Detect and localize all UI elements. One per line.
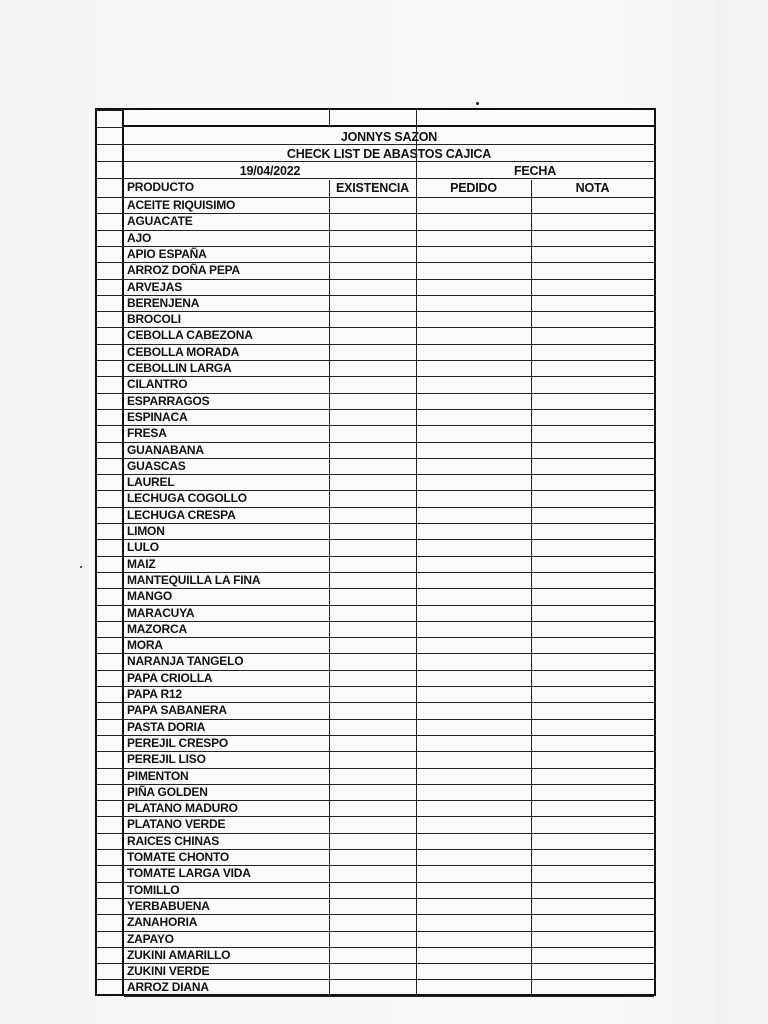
row-number-line (97, 344, 124, 345)
row-number-line (97, 360, 124, 361)
row-divider (124, 719, 654, 720)
product-name: ZUKINI AMARILLO (127, 947, 231, 962)
product-name: APIO ESPAÑA (127, 246, 207, 261)
product-name: ESPARRAGOS (127, 393, 210, 408)
row-divider (124, 865, 654, 866)
row-divider (124, 442, 654, 443)
row-divider (124, 360, 654, 361)
checklist-table (95, 108, 656, 996)
row-number-line (97, 686, 124, 687)
row-divider (124, 914, 654, 915)
row-divider (124, 556, 654, 557)
row-divider (124, 539, 654, 540)
row-divider (124, 751, 654, 752)
row-number-line (97, 507, 124, 508)
product-name: GUASCAS (127, 458, 186, 473)
row-divider (124, 393, 654, 394)
row-divider (124, 963, 654, 964)
row-divider (124, 295, 654, 296)
row-number-line (97, 947, 124, 948)
product-name: NARANJA TANGELO (127, 654, 244, 669)
row-number-line (97, 393, 124, 394)
row-number-line (97, 621, 124, 622)
row-divider (124, 621, 654, 622)
row-number-line (97, 127, 124, 128)
row-divider (124, 262, 654, 263)
row-number-line (97, 213, 124, 214)
product-name: FRESA (127, 426, 167, 441)
row-number-line (97, 653, 124, 654)
product-name: CILANTRO (127, 377, 188, 392)
row-number-line (97, 409, 124, 410)
product-name: ESPINACA (127, 409, 188, 424)
product-name: MARACUYA (127, 605, 195, 620)
row-number-line (97, 800, 124, 801)
product-name: PIÑA GOLDEN (127, 784, 208, 799)
product-name: LULO (127, 540, 159, 555)
date-divider (124, 178, 654, 179)
row-divider (124, 833, 654, 834)
row-number-line (97, 279, 124, 280)
row-divider (124, 996, 654, 997)
product-name: CEBOLLA MORADA (127, 344, 240, 359)
row-divider (124, 898, 654, 899)
row-number-line (97, 539, 124, 540)
row-divider (124, 979, 654, 980)
row-divider (124, 246, 654, 247)
product-name: GUANABANA (127, 442, 204, 457)
row-number-line (97, 327, 124, 328)
row-divider (124, 735, 654, 736)
product-name: ARROZ DOÑA PEPA (127, 263, 241, 278)
company-title: JONNYS SAZON (340, 130, 438, 144)
product-name: PAPA R12 (127, 687, 182, 701)
pedido-column-border (416, 110, 417, 996)
product-name: PAPA SABANERA (127, 703, 227, 718)
row-divider (124, 686, 654, 687)
row-number-line (97, 262, 124, 263)
column-header-divider (124, 197, 654, 198)
row-number-line (97, 311, 124, 312)
row-number-line (97, 833, 124, 834)
checklist-date: 19/04/2022 (239, 164, 301, 178)
row-divider (124, 653, 654, 654)
subtitle-divider (124, 161, 654, 162)
row-number-line (97, 898, 124, 899)
product-name: ZUKINI VERDE (127, 964, 210, 979)
product-name: MAIZ (127, 556, 156, 571)
row-number-line (97, 295, 124, 296)
product-name: MORA (127, 638, 163, 653)
row-number-line (97, 865, 124, 866)
row-divider (124, 849, 654, 850)
row-number-line (97, 197, 124, 198)
row-divider (124, 637, 654, 638)
product-name: MANTEQUILLA LA FINA (127, 572, 261, 587)
row-number-line (97, 784, 124, 785)
product-name: LIMON (127, 524, 165, 538)
product-name: BROCOLI (127, 312, 181, 327)
row-number-line (97, 979, 124, 980)
ink-speck (80, 566, 82, 568)
row-number-line (97, 490, 124, 491)
row-divider (124, 311, 654, 312)
row-number-line (97, 523, 124, 524)
row-divider (124, 376, 654, 377)
row-divider (124, 344, 654, 345)
product-name: ACEITE RIQUISIMO (127, 198, 236, 212)
product-name: MANGO (127, 589, 172, 604)
header-gap-border (329, 110, 330, 127)
row-number-line (97, 931, 124, 932)
row-number-line (97, 751, 124, 752)
row-divider (124, 947, 654, 948)
blank-header-row (124, 110, 654, 127)
product-name: ARROZ DIANA (127, 980, 209, 995)
row-divider (124, 882, 654, 883)
ink-speck (476, 102, 479, 105)
checklist-title: CHECK LIST DE ABASTOS CAJICA (286, 147, 492, 161)
product-name: AJO (127, 230, 152, 245)
row-number-line (97, 178, 124, 179)
product-name: ZANAHORIA (127, 915, 198, 930)
row-number-line (97, 637, 124, 638)
row-divider (124, 931, 654, 932)
row-divider (124, 230, 654, 231)
product-name: ARVEJAS (127, 279, 183, 294)
row-divider (124, 213, 654, 214)
row-number-line (97, 914, 124, 915)
column-header-nota: NOTA (575, 181, 610, 195)
product-name: PIMENTON (127, 768, 189, 783)
product-name: TOMILLO (127, 882, 180, 897)
product-name: TOMATE LARGA VIDA (127, 866, 251, 881)
row-number-line (97, 474, 124, 475)
row-number-line (97, 768, 124, 769)
product-name: AGUACATE (127, 214, 193, 229)
column-header-pedido: PEDIDO (450, 181, 497, 195)
column-header-existencia: EXISTENCIA (335, 181, 409, 195)
row-divider (124, 572, 654, 573)
product-name: PAPA CRIOLLA (127, 670, 213, 685)
row-divider (124, 588, 654, 589)
row-number-line (97, 702, 124, 703)
product-name: PEREJIL CRESPO (127, 735, 229, 750)
product-name: PLATANO MADURO (127, 801, 238, 816)
product-name: LECHUGA COGOLLO (127, 491, 247, 506)
row-divider (124, 279, 654, 280)
product-name: MAZORCA (127, 621, 187, 636)
product-name: ZAPAYO (127, 931, 174, 946)
row-number-line (97, 442, 124, 443)
product-name: PASTA DORIA (127, 719, 206, 734)
row-number-line (97, 605, 124, 606)
row-number-line (97, 572, 124, 573)
row-divider (124, 816, 654, 817)
row-number-line (97, 110, 124, 111)
row-number-line (97, 588, 124, 589)
row-number-line (97, 816, 124, 817)
row-divider (124, 409, 654, 410)
product-name: CEBOLLIN LARGA (127, 361, 232, 375)
row-number-line (97, 849, 124, 850)
row-number-column (97, 110, 124, 994)
column-header-producto: PRODUCTO (127, 180, 194, 194)
row-number-line (97, 458, 124, 459)
row-number-line (97, 144, 124, 145)
row-divider (124, 784, 654, 785)
row-number-line (97, 963, 124, 964)
product-name: YERBABUENA (127, 898, 210, 913)
row-divider (124, 800, 654, 801)
row-number-line (97, 719, 124, 720)
row-divider (124, 458, 654, 459)
row-divider (124, 327, 654, 328)
row-divider (124, 474, 654, 475)
row-number-line (97, 882, 124, 883)
product-name: RAICES CHINAS (127, 833, 220, 848)
row-divider (124, 605, 654, 606)
row-divider (124, 425, 654, 426)
product-name: LECHUGA CRESPA (127, 507, 236, 522)
row-divider (124, 523, 654, 524)
row-number-line (97, 670, 124, 671)
paper-edge (716, 0, 768, 1024)
product-name: CEBOLLA CABEZONA (127, 328, 253, 343)
row-divider (124, 702, 654, 703)
fecha-label: FECHA (513, 164, 557, 178)
row-divider (124, 768, 654, 769)
row-divider (124, 670, 654, 671)
product-name: BERENJENA (127, 295, 200, 310)
row-divider (124, 490, 654, 491)
row-number-line (97, 230, 124, 231)
row-number-line (97, 161, 124, 162)
product-name: PEREJIL LISO (127, 752, 206, 767)
row-number-line (97, 425, 124, 426)
row-number-line (97, 556, 124, 557)
title-divider (124, 144, 654, 145)
row-divider (124, 507, 654, 508)
row-number-line (97, 735, 124, 736)
product-name: PLATANO VERDE (127, 817, 226, 832)
product-name: TOMATE CHONTO (127, 850, 230, 864)
row-number-line (97, 246, 124, 247)
row-number-line (97, 376, 124, 377)
product-name: LAUREL (127, 475, 175, 490)
